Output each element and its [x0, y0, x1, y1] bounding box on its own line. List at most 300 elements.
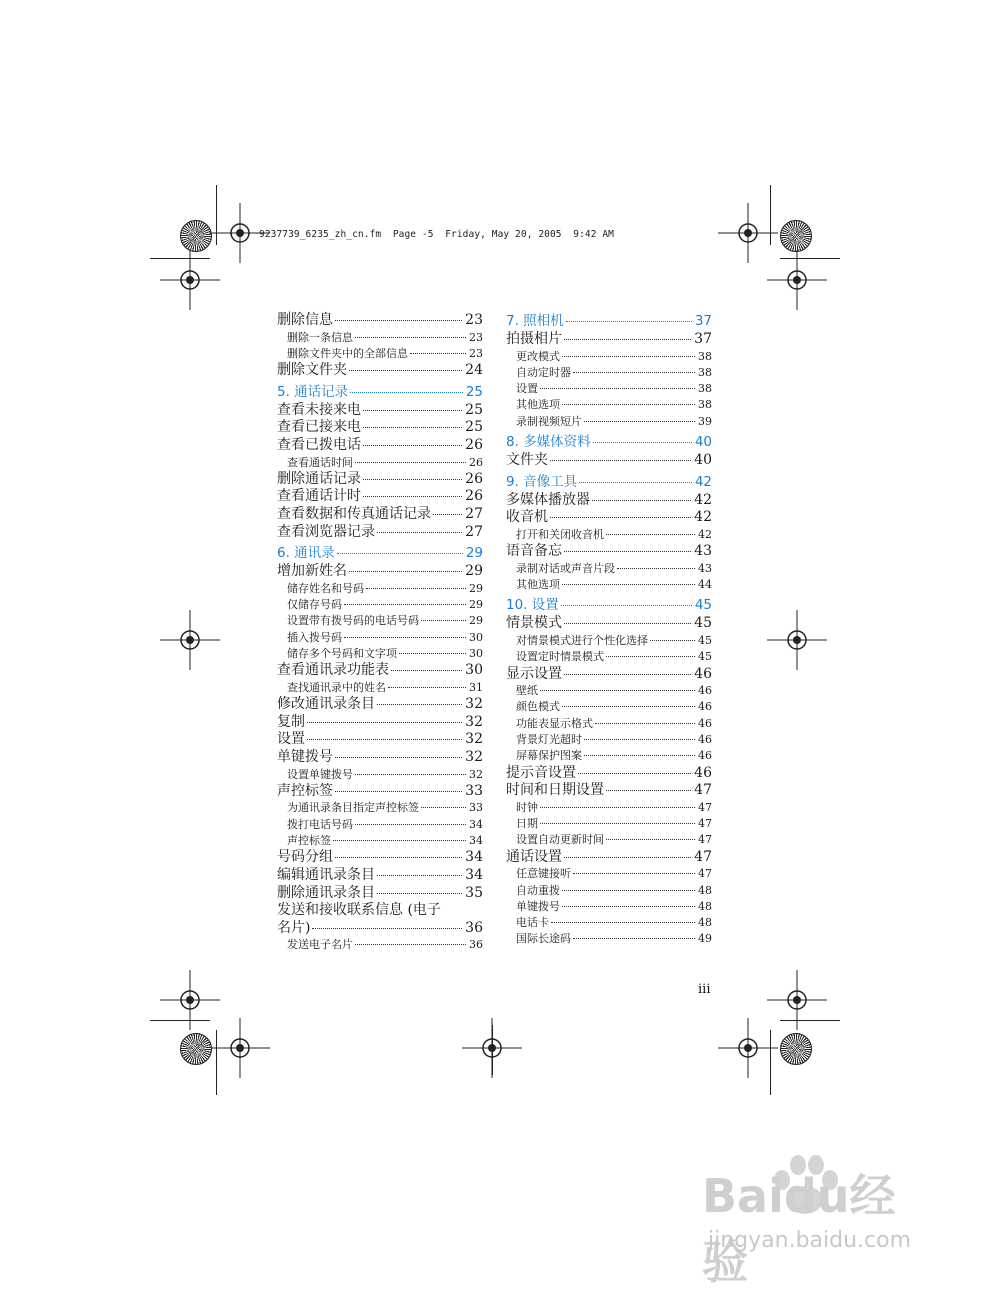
toc-entry-page: 32 [469, 767, 483, 781]
toc-chapter-entry [277, 383, 483, 402]
dot-leader [584, 421, 695, 422]
toc-subsection-entry [506, 633, 712, 649]
dot-leader [561, 605, 692, 606]
dot-leader [355, 824, 466, 825]
toc-entry-title: 背景灯光超时 [516, 733, 582, 747]
toc-section-entry [277, 488, 483, 506]
toc-entry-title: 8. 多媒体资料 [506, 434, 591, 451]
toc-entry-title: 屏幕保护图案 [516, 749, 582, 763]
toc-entry-title: 编辑通讯录条目 [277, 866, 375, 883]
registration-target-icon [210, 1018, 270, 1078]
toc-section-entry [506, 543, 712, 561]
toc-entry-page: 46 [698, 700, 712, 714]
toc-subsection-entry [506, 899, 712, 915]
dot-leader [433, 514, 462, 515]
toc-entry-title: 通话设置 [506, 848, 562, 865]
toc-entry-page: 34 [469, 817, 483, 831]
dot-leader [388, 687, 466, 688]
toc-section-entry [277, 419, 483, 437]
toc-entry-page: 30 [465, 662, 483, 679]
dot-leader [335, 791, 462, 792]
toc-subsection-entry [277, 630, 483, 646]
toc-entry-title: 其他选项 [516, 578, 560, 592]
toc-entry-title: 10. 设置 [506, 597, 559, 614]
watermark-brand: Baidu经验 [702, 1169, 896, 1289]
toc-subsection-entry [506, 365, 712, 381]
toc-entry-title: 7. 照相机 [506, 313, 564, 329]
color-registration-icon [180, 1033, 212, 1065]
toc-entry-page: 46 [694, 665, 712, 682]
dot-leader [377, 875, 462, 876]
toc-entry-page: 46 [698, 716, 712, 730]
dot-leader [307, 739, 462, 740]
toc-entry-title: 声控标签 [277, 782, 333, 799]
dot-leader [377, 704, 462, 705]
toc-entry-title: 查看浏览器记录 [277, 523, 375, 540]
toc-entry-page: 43 [698, 561, 712, 575]
toc-subsection-entry [506, 561, 712, 577]
toc-entry-page: 26 [465, 436, 483, 453]
toc-section-entry [277, 563, 483, 581]
toc-section-entry [277, 920, 483, 938]
toc-entry-page: 47 [698, 833, 712, 847]
toc-entry-title: 拍摄相片 [506, 331, 562, 347]
toc-entry-title: 自动重拨 [516, 883, 560, 897]
toc-entry-title: 设置 [516, 382, 538, 396]
toc-entry-page: 45 [694, 597, 712, 614]
toc-entry-page: 45 [694, 615, 712, 632]
toc-section-entry [506, 492, 712, 510]
toc-section-entry [277, 362, 483, 380]
toc-section-entry [277, 696, 483, 714]
toc-subsection-entry [277, 330, 483, 346]
toc-entry-page: 42 [694, 491, 712, 508]
toc-entry-title: 号码分组 [277, 849, 333, 866]
toc-entry-title: 任意键接听 [516, 867, 571, 881]
toc-entry-page: 31 [469, 680, 483, 694]
dot-leader [606, 790, 691, 791]
toc-section-entry [277, 714, 483, 732]
dot-leader [606, 656, 695, 657]
toc-entry-title: 插入拨号码 [287, 630, 342, 644]
toc-section-entry [277, 885, 483, 903]
color-registration-icon [780, 1033, 812, 1065]
toc-chapter-entry [506, 473, 712, 492]
dot-leader [349, 571, 462, 572]
toc-entry-title: 收音机 [506, 509, 548, 526]
toc-entry-title: 6. 通讯录 [277, 545, 335, 562]
toc-entry-title: 日期 [516, 817, 538, 831]
crop-line [150, 1020, 210, 1021]
toc-entry-title: 5. 通话记录 [277, 383, 349, 400]
toc-entry-page: 38 [698, 382, 712, 396]
crop-line [770, 185, 771, 245]
toc-entry-page: 29 [469, 598, 483, 612]
toc-subsection-entry [506, 732, 712, 748]
file-header: 9237739_6235_zh_cn.fm Page -5 Friday, May 20, 2005 9:42 AM [259, 229, 614, 240]
toc-section-entry [506, 615, 712, 633]
dot-leader [335, 320, 462, 321]
toc-entry-title: 删除通讯录条目 [277, 884, 375, 901]
toc-section-entry [277, 783, 483, 801]
toc-entry-page: 32 [465, 713, 483, 730]
dot-leader [355, 337, 466, 338]
dot-leader [377, 893, 462, 894]
toc-entry-page: 29 [465, 545, 483, 562]
toc-entry-page: 32 [465, 731, 483, 748]
toc-entry-page: 42 [698, 527, 712, 541]
toc-entry-page: 32 [465, 748, 483, 765]
crop-line [492, 1025, 493, 1075]
crop-line [780, 1020, 840, 1021]
toc-entry-title: 显示设置 [506, 665, 562, 682]
dot-leader [540, 388, 695, 389]
toc-entry-title: 修改通讯录条目 [277, 696, 375, 713]
toc-entry-page: 39 [698, 414, 712, 428]
toc-entry-page: 33 [465, 782, 483, 799]
toc-entry-page: 43 [694, 543, 712, 560]
toc-entry-page: 23 [465, 312, 483, 328]
toc-entry-page: 26 [465, 470, 483, 487]
toc-entry-page: 47 [698, 867, 712, 881]
dot-leader [573, 372, 695, 373]
toc-section-entry [506, 666, 712, 684]
toc-subsection-entry [277, 680, 483, 696]
toc-chapter-entry [506, 312, 712, 331]
crop-line [780, 258, 840, 259]
toc-entry-title: 壁纸 [516, 684, 538, 698]
crop-line [216, 185, 217, 245]
toc-subsection-entry [506, 397, 712, 413]
dot-leader [363, 445, 462, 446]
toc-subsection-entry [277, 613, 483, 629]
dot-leader [606, 534, 695, 535]
dot-leader [650, 640, 695, 641]
toc-entry-title: 查看通讯录功能表 [277, 662, 389, 679]
toc-entry-page: 47 [694, 782, 712, 799]
dot-leader [540, 690, 695, 691]
toc-entry-page: 36 [469, 938, 483, 952]
toc-entry-page: 46 [694, 764, 712, 781]
toc-section-entry [506, 765, 712, 783]
toc-entry-page: 29 [469, 614, 483, 628]
toc-subsection-entry [506, 832, 712, 848]
toc-entry-page: 35 [465, 884, 483, 901]
dot-leader [363, 427, 462, 428]
dot-leader [550, 517, 691, 518]
toc-subsection-entry [506, 527, 712, 543]
dot-leader [307, 722, 462, 723]
dot-leader [579, 482, 692, 483]
toc-entry-page: 32 [465, 696, 483, 713]
toc-entry-title: 发送电子名片 [287, 938, 353, 952]
toc-entry-page: 49 [698, 932, 712, 946]
crop-line [770, 1030, 771, 1095]
dot-leader [421, 807, 466, 808]
watermark-url: jingyan.baidu.com [708, 1228, 912, 1253]
toc-entry-title: 单键拨号 [277, 748, 333, 765]
toc-entry-title: 查看通话计时 [277, 488, 361, 505]
dot-leader [355, 774, 466, 775]
toc-entry-title: 删除文件夹中的全部信息 [287, 346, 408, 360]
dot-leader [335, 757, 462, 758]
toc-chapter-entry [506, 596, 712, 615]
toc-subsection-entry [506, 866, 712, 882]
toc-entry-title: 查找通讯录中的姓名 [287, 680, 386, 694]
dot-leader [564, 623, 691, 624]
toc-entry-page: 38 [698, 349, 712, 363]
toc-left-column [277, 312, 483, 954]
toc-section-entry [277, 867, 483, 885]
dot-leader [363, 496, 462, 497]
dot-leader [578, 773, 691, 774]
toc-section-entry-line1: 发送和接收联系信息 (电子 [277, 902, 441, 919]
toc-entry-title: 名片) [277, 919, 311, 936]
toc-entry-title: 为通讯录条目指定声控标签 [287, 801, 419, 815]
dot-leader [562, 890, 695, 891]
toc-entry-page: 30 [469, 630, 483, 644]
toc-subsection-entry [277, 833, 483, 849]
toc-entry-page: 34 [465, 849, 483, 866]
toc-entry-title: 增加新姓名 [277, 563, 347, 580]
toc-entry-title: 查看已拨电话 [277, 436, 361, 453]
toc-subsection-entry [506, 349, 712, 365]
toc-subsection-entry [277, 646, 483, 662]
dot-leader [562, 706, 695, 707]
toc-entry-page: 44 [698, 578, 712, 592]
dot-leader [606, 839, 695, 840]
toc-subsection-entry [506, 915, 712, 931]
toc-entry-page: 46 [698, 684, 712, 698]
toc-entry-page: 30 [469, 647, 483, 661]
toc-right-column [506, 312, 712, 948]
toc-entry-title: 设置定时情景模式 [516, 650, 604, 664]
dot-leader [363, 479, 462, 480]
toc-entry-title: 情景模式 [506, 615, 562, 632]
toc-entry-title: 储存姓名和号码 [287, 581, 364, 595]
toc-subsection-entry [506, 800, 712, 816]
toc-entry-page: 34 [465, 866, 483, 883]
toc-entry-page: 42 [694, 473, 712, 490]
toc-subsection-entry [506, 716, 712, 732]
toc-entry-title: 9. 音像工具 [506, 473, 578, 490]
dot-leader [584, 739, 695, 740]
toc-entry-page: 23 [469, 330, 483, 344]
toc-entry-title: 时间和日期设置 [506, 782, 604, 799]
toc-section-entry [277, 731, 483, 749]
page-number: iii [698, 982, 711, 997]
toc-subsection-entry [506, 414, 712, 430]
toc-section-entry [277, 662, 483, 680]
toc-entry-title: 储存多个号码和文字项 [287, 647, 397, 661]
toc-subsection-entry [277, 767, 483, 783]
dot-leader [540, 823, 695, 824]
toc-entry-page: 29 [465, 563, 483, 580]
toc-subsection-entry [277, 455, 483, 471]
toc-subsection-entry [506, 577, 712, 593]
dot-leader [550, 460, 691, 461]
dot-leader [592, 500, 691, 501]
toc-section-entry [506, 452, 712, 470]
dot-leader [363, 410, 462, 411]
dot-leader [349, 370, 462, 371]
toc-entry-page: 47 [698, 800, 712, 814]
toc-section-entry [277, 437, 483, 455]
toc-section-entry [506, 509, 712, 527]
toc-section-entry [277, 749, 483, 767]
toc-entry-title: 删除文件夹 [277, 362, 347, 379]
toc-entry-page: 40 [694, 452, 712, 469]
toc-section-entry [506, 849, 712, 867]
toc-entry-title: 设置单键拨号 [287, 767, 353, 781]
toc-entry-title: 提示音设置 [506, 764, 576, 781]
toc-entry-page: 25 [465, 383, 483, 400]
toc-entry-page: 37 [694, 331, 712, 347]
toc-entry-title: 查看未接来电 [277, 401, 361, 418]
registration-target-icon [767, 610, 827, 670]
toc-subsection-entry [277, 800, 483, 816]
toc-subsection-entry [277, 346, 483, 362]
toc-entry-page: 45 [698, 650, 712, 664]
toc-section-entry [277, 524, 483, 542]
toc-entry-page: 48 [698, 883, 712, 897]
toc-entry-page: 23 [469, 346, 483, 360]
toc-entry-page: 25 [465, 401, 483, 418]
toc-entry-title: 仅储存号码 [287, 598, 342, 612]
toc-entry-page: 46 [698, 749, 712, 763]
dot-leader [595, 723, 695, 724]
toc-entry-title: 对情景模式进行个性化选择 [516, 633, 648, 647]
color-registration-icon [180, 220, 212, 252]
toc-entry-page: 33 [469, 801, 483, 815]
dot-leader [391, 670, 462, 671]
toc-section-entry [277, 506, 483, 524]
dot-leader [562, 356, 695, 357]
dot-leader [350, 392, 463, 393]
toc-entry-page: 26 [469, 455, 483, 469]
toc-subsection-entry [277, 817, 483, 833]
toc-entry-title: 打开和关闭收音机 [516, 527, 604, 541]
toc-subsection-entry [277, 937, 483, 953]
dot-leader [344, 604, 466, 605]
registration-target-icon [160, 610, 220, 670]
dot-leader [573, 873, 695, 874]
dot-leader [564, 339, 691, 340]
toc-entry-page: 24 [465, 362, 483, 379]
toc-entry-page: 48 [698, 899, 712, 913]
toc-entry-page: 47 [694, 848, 712, 865]
toc-entry-page: 29 [469, 581, 483, 595]
toc-entry-title: 拨打电话号码 [287, 817, 353, 831]
toc-entry-page: 40 [694, 434, 712, 451]
toc-entry-title: 单键拨号 [516, 899, 560, 913]
toc-subsection-entry [277, 597, 483, 613]
toc-entry-title: 查看数据和传真通话记录 [277, 506, 431, 523]
toc-subsection-entry [506, 816, 712, 832]
toc-entry-title: 查看通话时间 [287, 455, 353, 469]
toc-entry-title: 设置自动更新时间 [516, 833, 604, 847]
toc-entry-page: 38 [698, 365, 712, 379]
toc-entry-page: 46 [698, 733, 712, 747]
toc-section-entry [277, 849, 483, 867]
dot-leader [562, 404, 695, 405]
dot-leader [564, 551, 691, 552]
toc-entry-title: 复制 [277, 713, 305, 730]
toc-entry-title: 时钟 [516, 800, 538, 814]
dot-leader [355, 462, 466, 463]
toc-entry-title: 删除通话记录 [277, 470, 361, 487]
registration-target-icon [718, 1018, 778, 1078]
toc-entry-page: 48 [698, 916, 712, 930]
toc-entry-title: 文件夹 [506, 452, 548, 469]
toc-subsection-entry [506, 649, 712, 665]
crop-line [216, 1030, 217, 1095]
toc-entry-title: 功能表显示格式 [516, 716, 593, 730]
dot-leader [333, 840, 466, 841]
dot-leader [562, 584, 695, 585]
toc-entry-page: 27 [465, 523, 483, 540]
crop-line [150, 258, 210, 259]
toc-subsection-entry [506, 931, 712, 947]
toc-entry-title: 查看已接来电 [277, 419, 361, 436]
toc-entry-title: 电话卡 [516, 916, 549, 930]
toc-section-entry [506, 782, 712, 800]
toc-entry-page: 38 [698, 398, 712, 412]
toc-subsection-entry [506, 683, 712, 699]
toc-section-entry [277, 312, 483, 330]
dot-leader [355, 944, 466, 945]
toc-entry-title: 多媒体播放器 [506, 491, 590, 508]
toc-entry-title: 录制对话或声音片段 [516, 561, 615, 575]
registration-target-icon [160, 250, 220, 310]
dot-leader [312, 928, 462, 929]
toc-entry-page: 25 [465, 419, 483, 436]
toc-entry-title: 国际长途码 [516, 932, 571, 946]
dot-leader [593, 442, 692, 443]
toc-entry-page: 37 [694, 313, 712, 329]
toc-entry-title: 更改模式 [516, 349, 560, 363]
toc-subsection-entry [506, 381, 712, 397]
toc-chapter-entry [277, 544, 483, 563]
dot-leader [617, 568, 695, 569]
toc-entry-title: 语音备忘 [506, 543, 562, 560]
toc-entry-page: 47 [698, 817, 712, 831]
dot-leader [564, 857, 691, 858]
toc-entry-title: 声控标签 [287, 834, 331, 848]
dot-leader [564, 674, 691, 675]
dot-leader [337, 553, 463, 554]
toc-entry-page: 34 [469, 834, 483, 848]
toc-entry-title: 设置带有拨号码的电话号码 [287, 614, 419, 628]
dot-leader [410, 353, 466, 354]
toc-chapter-entry [506, 433, 712, 452]
toc-entry-title: 颜色模式 [516, 700, 560, 714]
baidu-watermark [700, 1150, 940, 1289]
toc-section-entry [277, 402, 483, 420]
toc-entry-title: 其他选项 [516, 398, 560, 412]
toc-subsection-entry [506, 699, 712, 715]
dot-leader [573, 938, 695, 939]
dot-leader [366, 588, 466, 589]
dot-leader [540, 807, 695, 808]
toc-entry-page: 45 [698, 633, 712, 647]
toc-entry-title: 自动定时器 [516, 365, 571, 379]
dot-leader [335, 857, 462, 858]
dot-leader [566, 321, 692, 322]
toc-entry-title: 删除一条信息 [287, 330, 353, 344]
toc-entry-title: 设置 [277, 731, 305, 748]
toc-entry-page: 27 [465, 506, 483, 523]
